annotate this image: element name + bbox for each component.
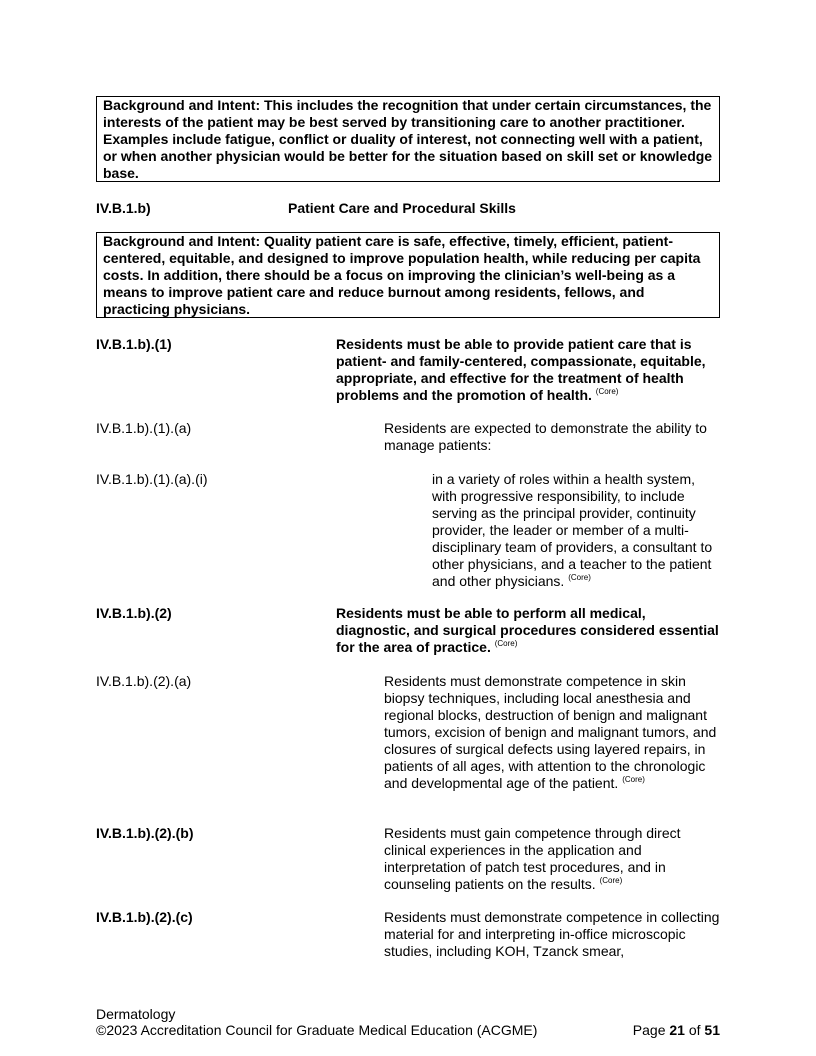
requirement-number: IV.B.1.b).(2).(b) (96, 825, 194, 841)
requirement-text-block (384, 825, 720, 893)
background-intent-text: Background and Intent: This includes the recognition that under certain circumstances, the interests of the patient may be best served by transitioning care to another practitioner. Examples include fatigue, conflict or duality of interest, not connecting well with a patient, or when another physician would be better for the situation based on skill set or knowledge base. (103, 97, 713, 181)
core-tag: (Core) (595, 387, 619, 396)
requirement-text: Residents are expected to demonstrate the ability to manage patients: (384, 420, 707, 453)
footer-copyright: ©2023 Accreditation Council for Graduate Medical Education (ACGME) (96, 1022, 538, 1038)
requirement-text: Residents must be able to perform all medical, diagnostic, and surgical procedures considered essential for the area of practice. (336, 605, 719, 655)
section-title: Patient Care and Procedural Skills (288, 200, 516, 216)
requirement-text-block (384, 420, 720, 454)
core-tag: (Core) (622, 775, 645, 784)
core-tag: (Core) (494, 639, 518, 648)
requirement-text-block (384, 673, 720, 792)
requirement-number: IV.B.1.b).(1).(a).(i) (96, 471, 208, 487)
requirement-number: IV.B.1.b).(1).(a) (96, 420, 192, 436)
section-number: IV.B.1.b) (96, 200, 151, 216)
background-intent-box-quality (96, 232, 720, 318)
requirement-text-block (336, 605, 720, 656)
requirement-item (96, 605, 720, 656)
page-indicator (633, 1022, 720, 1038)
requirement-text-block (432, 471, 720, 590)
requirement-text: Residents must be able to provide patient care that is patient- and family-centered, compassionate, equitable, appropriate, and effective for the treatment of health problems and the promotion of health. (336, 336, 706, 403)
requirement-item (96, 825, 720, 893)
requirement-item (96, 420, 720, 454)
requirement-text-block (336, 336, 720, 404)
requirement-text: Residents must demonstrate competence in skin biopsy techniques, including local anesthesia and regional blocks, destruction of benign and malignant tumors, excision of benign and malignant tumors, and closures of surgical defects using layered repairs, in patients of all ages, with attention to the chronologic and developmental age of the patient. (384, 673, 717, 791)
requirement-number: IV.B.1.b).(2).(c) (96, 909, 193, 925)
page-label: Page (632, 1022, 666, 1038)
requirement-item (96, 909, 720, 960)
section-heading (96, 200, 720, 217)
requirement-text-block (384, 909, 720, 960)
footer-specialty: Dermatology (96, 1006, 176, 1022)
requirement-text: in a variety of roles within a health system, with progressive responsibility, to include serving as the principal provider, continuity provider, the leader or member of a multi-disciplinary team of providers, a consultant to other physicians, and a teacher to the patient and other physicians. (432, 471, 713, 589)
of-label: of (688, 1022, 701, 1038)
core-tag: (Core) (599, 876, 623, 885)
requirement-number: IV.B.1.b).(1) (96, 336, 172, 352)
requirement-text: Residents must gain competence through direct clinical experiences in the application and interpretation of patch test procedures, and in counseling patients on the results. (384, 825, 681, 892)
requirement-number: IV.B.1.b).(2) (96, 605, 172, 621)
page-footer (96, 1006, 720, 1038)
requirement-number: IV.B.1.b).(2).(a) (96, 673, 192, 689)
page-number: 21 (669, 1022, 685, 1038)
background-intent-box-transition (96, 96, 720, 182)
requirement-item (96, 471, 720, 590)
requirement-text: Residents must demonstrate competence in collecting material for and interpreting in-office microscopic studies, including KOH, Tzanck smear, (384, 909, 720, 959)
requirement-item (96, 336, 720, 404)
requirement-item (96, 673, 720, 809)
total-pages: 51 (704, 1022, 720, 1038)
core-tag: (Core) (568, 573, 591, 582)
background-intent-text: Background and Intent: Quality patient care is safe, effective, timely, efficient, patient-centered, equitable, and designed to improve population health, while reducing per capita costs. In addition, there should be a focus on improving the clinician’s well-being as a means to improve patient care and reduce burnout among residents, fellows, and practicing physicians. (103, 233, 701, 317)
